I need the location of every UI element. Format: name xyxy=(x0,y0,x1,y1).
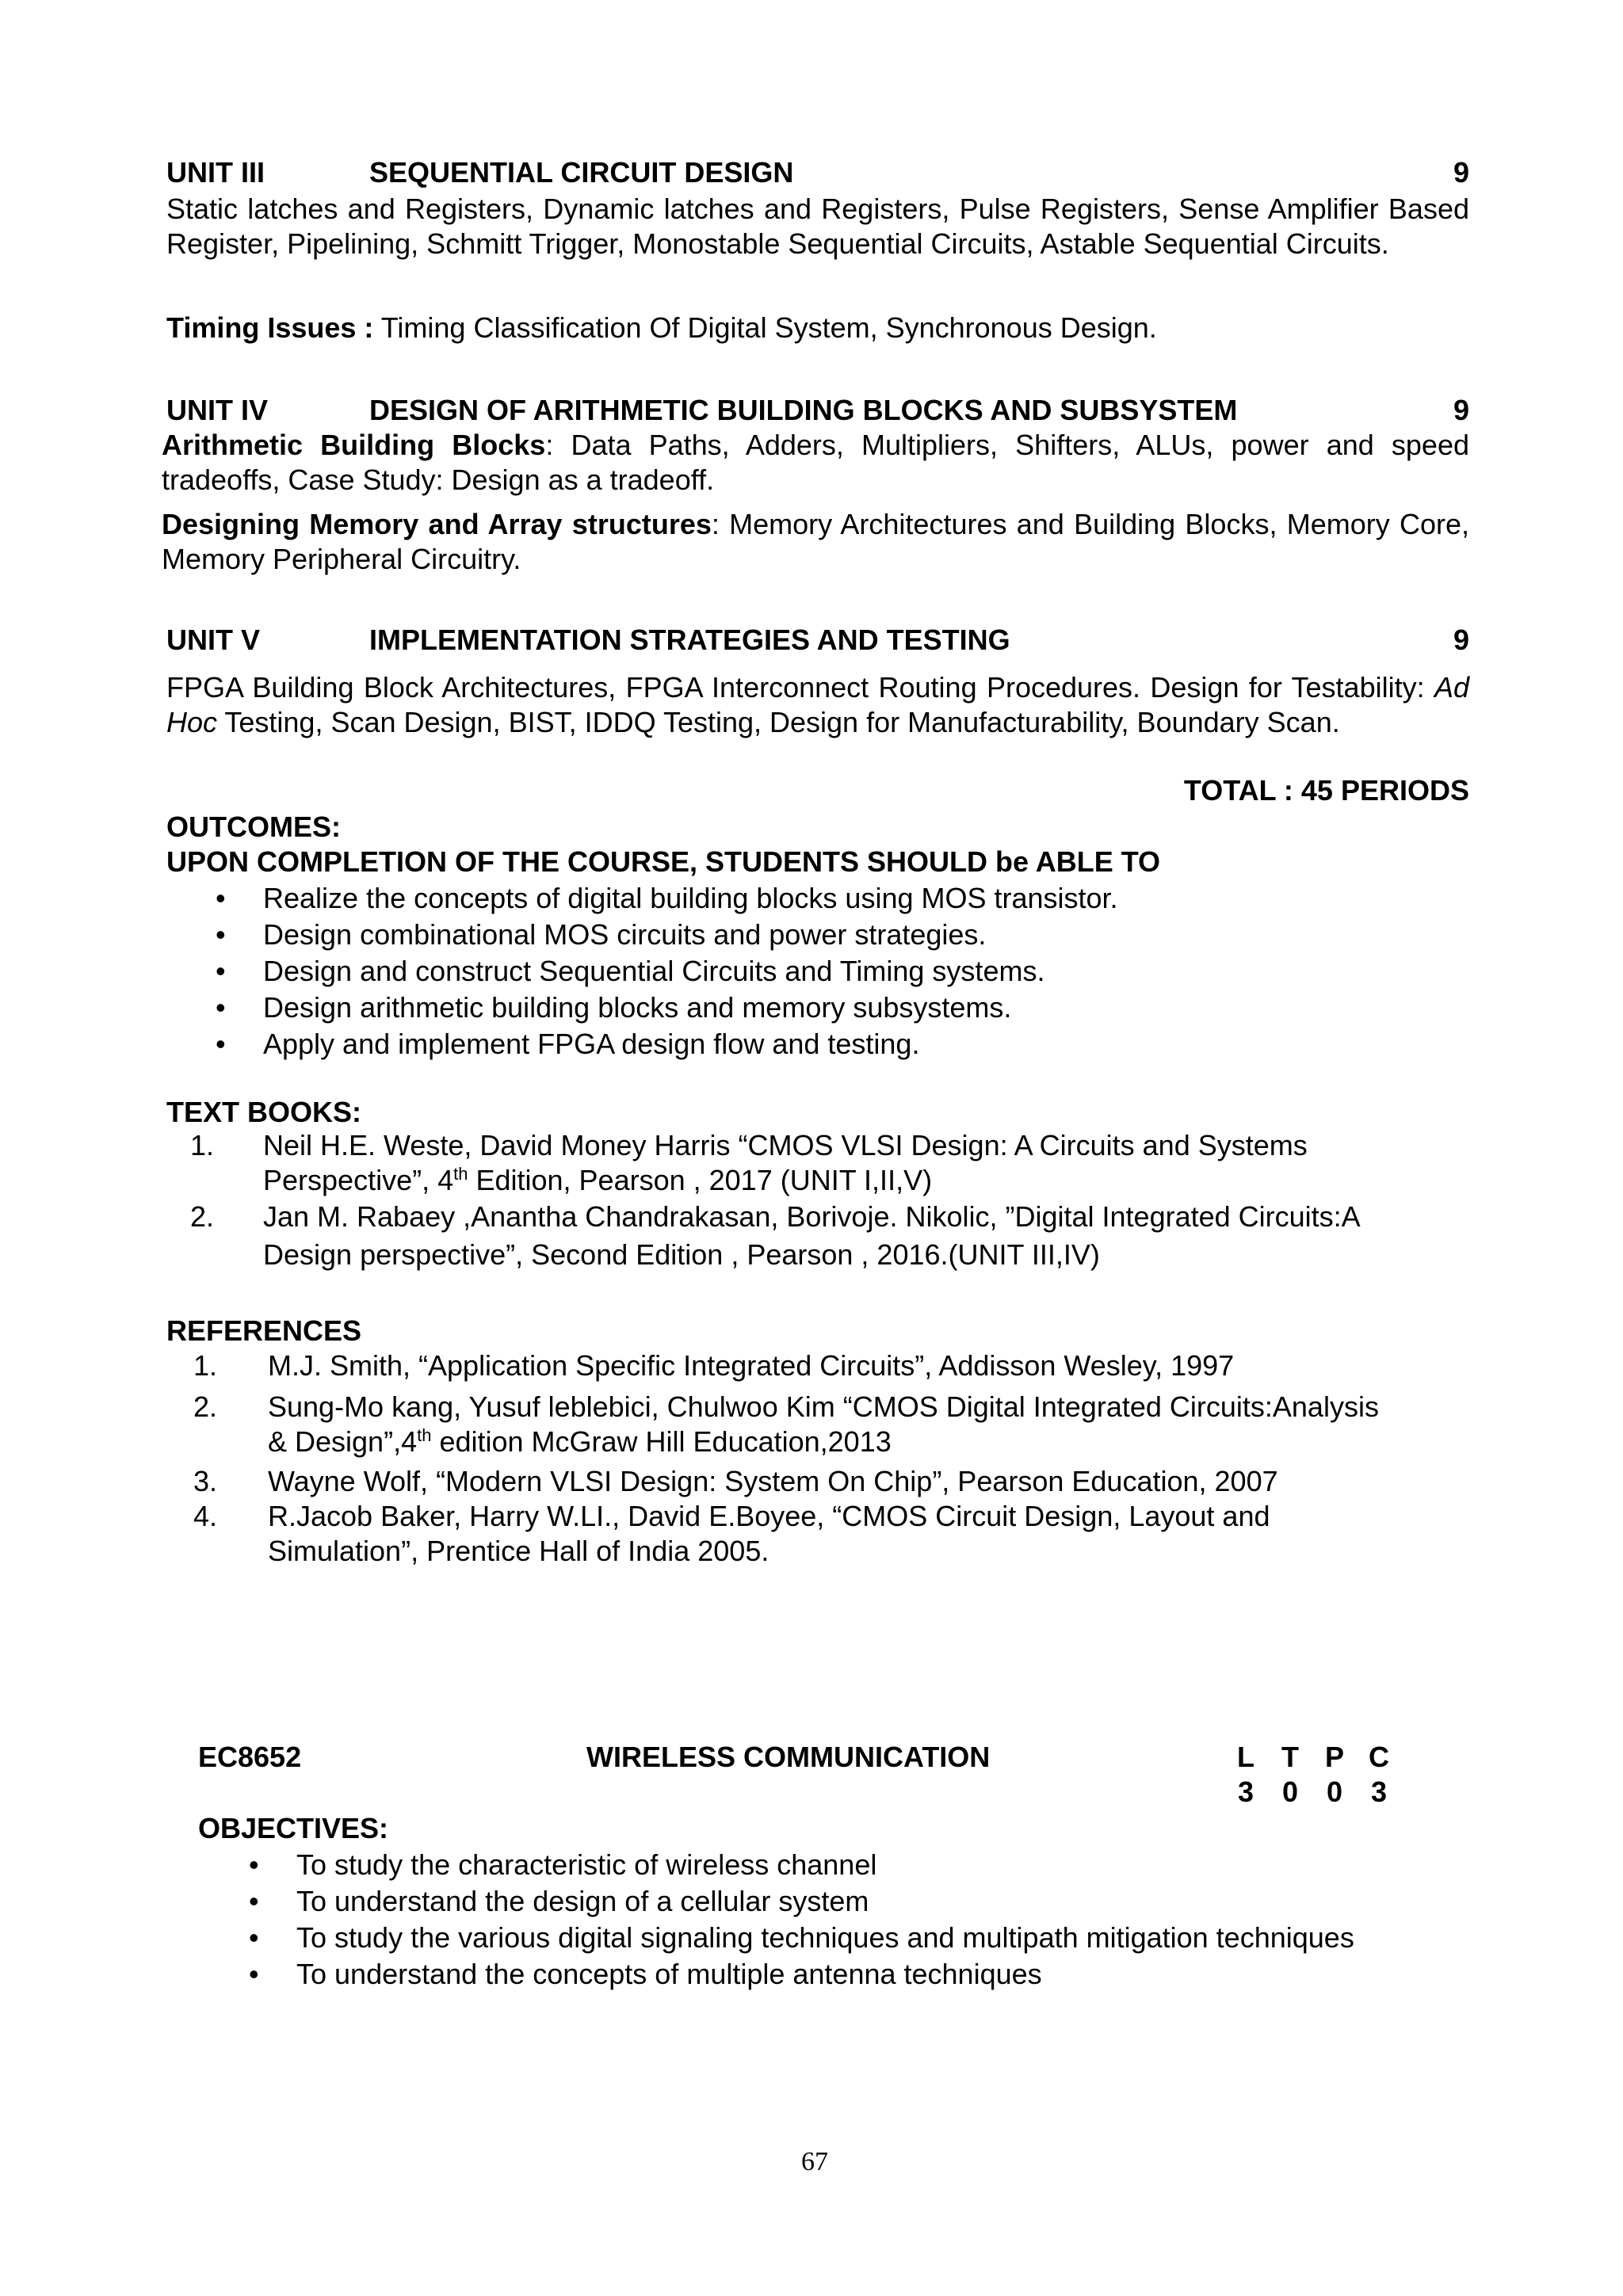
unit5-body-italic: Ad Hoc xyxy=(166,671,1469,738)
objective-text: To study the various digital signaling techniques and multipath mitigation techniques xyxy=(296,1921,1354,1954)
textbook-line xyxy=(263,1163,932,1198)
bullet-icon: • xyxy=(216,882,226,914)
unit5-label: UNIT V xyxy=(166,624,261,656)
bullet-icon: • xyxy=(249,1848,259,1881)
unit5-body-part2: Testing, Scan Design, BIST, IDDQ Testing, Design for Manufacturability, Boundary Scan. xyxy=(217,706,1340,738)
superscript: th xyxy=(453,1164,468,1184)
textbook-line: Jan M. Rabaey ,Anantha Chandrakasan, Borivoje. Nikolic, ”Digital Integrated Circuits:A xyxy=(263,1200,1361,1233)
reference-line-part: & Design”,4 xyxy=(268,1425,418,1458)
ltpc-value-l: 3 xyxy=(1237,1775,1254,1808)
textbook-number: 1. xyxy=(190,1129,215,1161)
reference-line: R.Jacob Baker, Harry W.LI., David E.Boyee, “CMOS Circuit Design, Layout and xyxy=(268,1500,1270,1532)
designing-memory-label: Designing Memory and Array structures xyxy=(162,508,712,540)
outcome-text: Design arithmetic building blocks and memory subsystems. xyxy=(263,991,1012,1024)
textbook-line: Design perspective”, Second Edition , Pearson , 2016.(UNIT III,IV) xyxy=(263,1238,1100,1271)
arithmetic-building-blocks-text: : Data Paths, Adders, Multipliers, Shifters, ALUs, power and speed tradeoffs, Case Study: Design as a tradeoff. xyxy=(162,429,1469,496)
superscript: th xyxy=(417,1425,432,1445)
bullet-icon: • xyxy=(249,1885,259,1917)
ltpc-value-t: 0 xyxy=(1281,1775,1299,1808)
objective-text: To understand the concepts of multiple antenna techniques xyxy=(296,1958,1042,1990)
page-number: 67 xyxy=(801,2147,828,2176)
unit3-hours: 9 xyxy=(1453,156,1469,189)
unit5-title: IMPLEMENTATION STRATEGIES AND TESTING xyxy=(369,624,1010,656)
arithmetic-building-blocks-label: Arithmetic Building Blocks xyxy=(162,429,546,461)
unit3-timing xyxy=(166,311,1469,345)
outcome-text: Design and construct Sequential Circuits and Timing systems. xyxy=(263,955,1045,987)
outcomes-subheading: UPON COMPLETION OF THE COURSE, STUDENTS SHOULD be ABLE TO xyxy=(166,845,1161,878)
outcomes-heading: OUTCOMES: xyxy=(166,810,341,843)
course-title: WIRELESS COMMUNICATION xyxy=(586,1741,991,1773)
reference-number: 3. xyxy=(193,1465,218,1497)
total-periods: TOTAL : 45 PERIODS xyxy=(1183,774,1469,807)
unit4-memory-paragraph xyxy=(162,507,1469,577)
reference-number: 1. xyxy=(193,1349,218,1382)
ltpc-values xyxy=(1224,1775,1401,1810)
outcome-text: Apply and implement FPGA design flow and testing. xyxy=(263,1028,920,1060)
bullet-icon: • xyxy=(216,918,226,951)
unit5-body xyxy=(166,670,1469,740)
unit3-body: Static latches and Registers, Dynamic latches and Registers, Pulse Registers, Sense Amplifier Based Register, Pipelining, Schmitt Trigger, Monostable Sequential Circuits, Astable Sequential Circuits. xyxy=(166,193,1469,260)
reference-line: Wayne Wolf, “Modern VLSI Design: System On Chip”, Pearson Education, 2007 xyxy=(268,1465,1278,1497)
objective-text: To study the characteristic of wireless channel xyxy=(296,1848,877,1881)
ltpc-label-t: T xyxy=(1281,1741,1299,1773)
reference-line: M.J. Smith, “Application Specific Integrated Circuits”, Addisson Wesley, 1997 xyxy=(268,1349,1235,1382)
reference-line: Sung-Mo kang, Yusuf leblebici, Chulwoo Kim “CMOS Digital Integrated Circuits:Analysis xyxy=(268,1390,1379,1423)
objective-text: To understand the design of a cellular system xyxy=(296,1885,869,1917)
unit5-hours: 9 xyxy=(1453,624,1469,656)
textbook-line: Neil H.E. Weste, David Money Harris “CMOS VLSI Design: A Circuits and Systems xyxy=(263,1129,1308,1161)
ltpc-label-p: P xyxy=(1324,1741,1344,1773)
unit3-heading xyxy=(166,155,1469,190)
bullet-icon: • xyxy=(249,1958,259,1990)
reference-line xyxy=(268,1425,892,1459)
objectives-heading: OBJECTIVES: xyxy=(198,1812,389,1844)
bullet-icon: • xyxy=(249,1921,259,1954)
unit4-hours: 9 xyxy=(1453,394,1469,426)
unit4-heading xyxy=(166,393,1469,428)
unit3-title: SEQUENTIAL CIRCUIT DESIGN xyxy=(369,156,794,189)
designing-memory-text: : Memory Architectures and Building Blocks, Memory Core, Memory Peripheral Circuitry. xyxy=(162,508,1470,575)
references-heading: REFERENCES xyxy=(166,1314,362,1347)
reference-number: 4. xyxy=(193,1500,218,1532)
outcome-text: Design combinational MOS circuits and power strategies. xyxy=(263,918,987,951)
reference-number: 2. xyxy=(193,1390,218,1423)
unit4-arithmetic-paragraph xyxy=(162,428,1469,498)
unit4-label: UNIT IV xyxy=(166,394,269,426)
ltpc-label-c: C xyxy=(1369,1741,1389,1773)
timing-issues-text: Timing Classification Of Digital System, Synchronous Design. xyxy=(373,311,1157,344)
bullet-icon: • xyxy=(216,991,226,1024)
timing-issues-label: Timing Issues : xyxy=(166,311,374,344)
reference-line-part: edition McGraw Hill Education,2013 xyxy=(431,1425,892,1458)
bullet-icon: • xyxy=(216,955,226,987)
textbook-line-part: Edition, Pearson , 2017 (UNIT I,II,V) xyxy=(468,1164,933,1196)
unit5-heading xyxy=(166,623,1469,658)
unit5-body-part1: FPGA Building Block Architectures, FPGA Interconnect Routing Procedures. Design for Testability: xyxy=(166,671,1434,704)
ltpc-value-c: 3 xyxy=(1370,1775,1388,1808)
textbook-line-part: Perspective”, 4 xyxy=(263,1164,454,1196)
outcome-text: Realize the concepts of digital building blocks using MOS transistor. xyxy=(263,882,1118,914)
textbook-number: 2. xyxy=(190,1200,215,1233)
ltpc-value-p: 0 xyxy=(1326,1775,1343,1808)
textbooks-heading: TEXT BOOKS: xyxy=(166,1096,362,1128)
ltpc-labels xyxy=(1224,1740,1401,1775)
unit4-title: DESIGN OF ARITHMETIC BUILDING BLOCKS AND SUBSYSTEM xyxy=(369,394,1238,426)
course-code: EC8652 xyxy=(198,1741,302,1773)
bullet-icon: • xyxy=(216,1028,226,1060)
unit3-label: UNIT III xyxy=(166,156,265,189)
reference-line: Simulation”, Prentice Hall of India 2005. xyxy=(268,1535,769,1567)
ltpc-label-l: L xyxy=(1237,1741,1254,1773)
